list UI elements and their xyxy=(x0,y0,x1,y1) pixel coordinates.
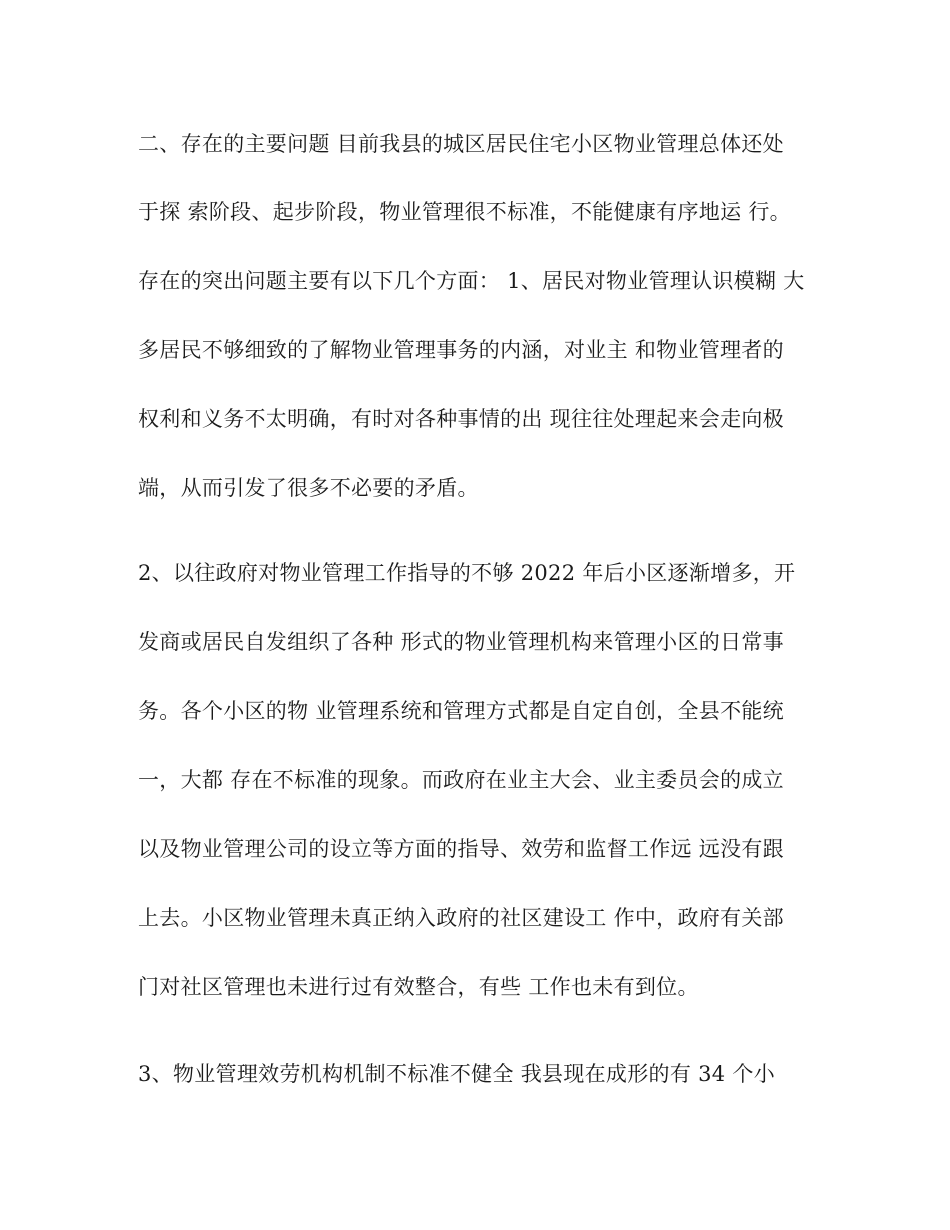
text-line: 2、以往政府对物业管理工作指导的不够 2022 年后小区逐渐增多，开 xyxy=(138,561,796,585)
text-line: 存在的突出问题主要有以下几个方面： 1、居民对物业管理认识模糊 大 xyxy=(138,269,805,293)
text-line: 于探 索阶段、起步阶段，物业管理很不标准，不能健康有序地运 行。 xyxy=(138,200,791,224)
text-line: 务。各个小区的物 业管理系统和管理方式都是自定自创，全县不能统 xyxy=(138,699,784,723)
text-line: 上去。小区物业管理未真正纳入政府的社区建设工 作中，政府有关部 xyxy=(138,906,784,930)
text-line: 权利和义务不太明确，有时对各种事情的出 现往往处理起来会走向极 xyxy=(138,407,784,431)
text-line: 多居民不够细致的了解物业管理事务的内涵，对业主 和物业管理者的 xyxy=(138,338,784,362)
text-line: 门对社区管理也未进行过有效整合，有些 工作也未有到位。 xyxy=(138,975,699,999)
text-line: 二、存在的主要问题 目前我县的城区居民住宅小区物业管理总体还处 xyxy=(138,132,784,156)
text-line: 一，大都 存在不标准的现象。而政府在业主大会、业主委员会的成立 xyxy=(138,768,784,792)
text-line: 3、物业管理效劳机构机制不标准不健全 我县现在成形的有 34 个小 xyxy=(138,1062,776,1086)
text-line: 端，从而引发了很多不必要的矛盾。 xyxy=(138,476,479,500)
text-line: 以及物业管理公司的设立等方面的指导、效劳和监督工作远 远没有跟 xyxy=(138,837,784,861)
text-line: 发商或居民自发组织了各种 形式的物业管理机构来管理小区的日常事 xyxy=(138,630,784,654)
